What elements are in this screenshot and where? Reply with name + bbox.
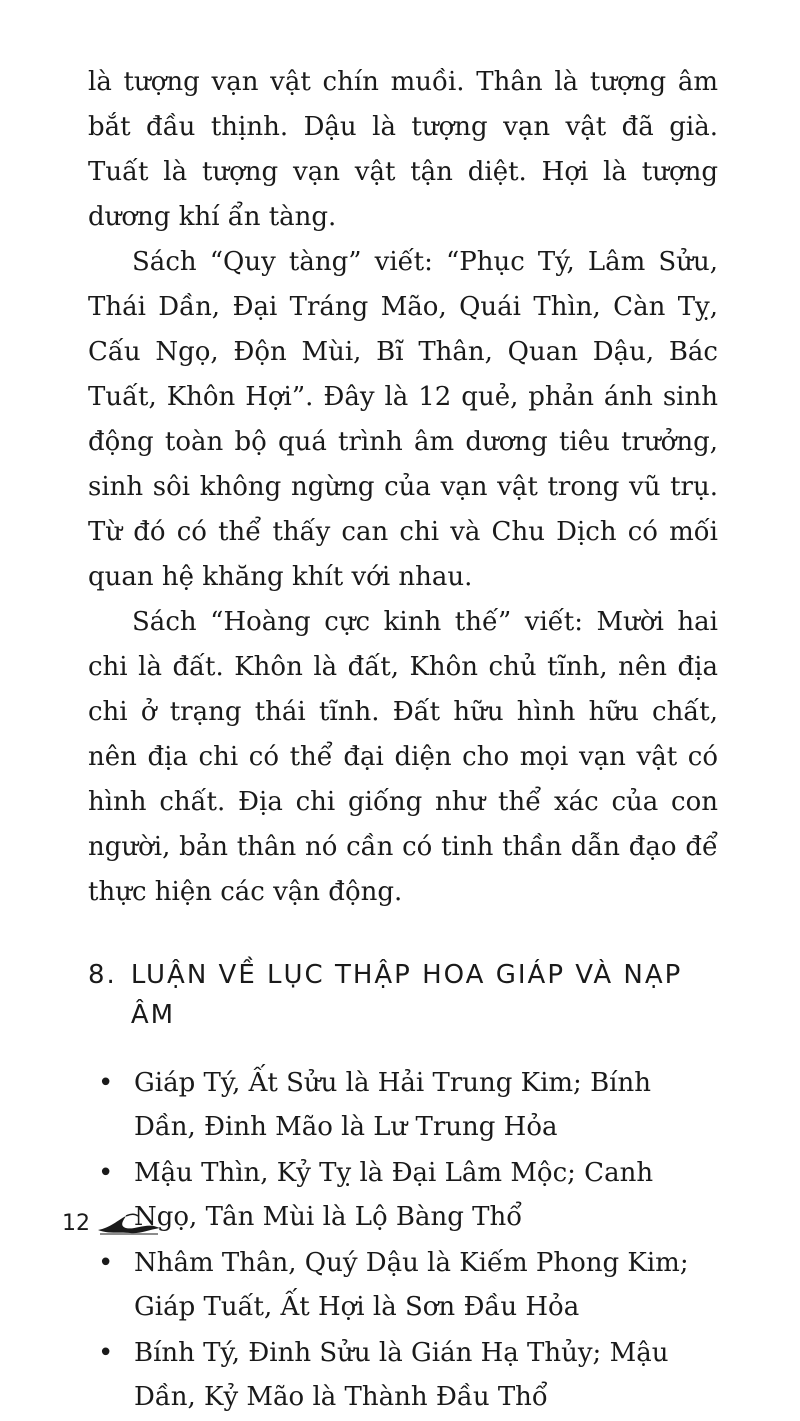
list-item [88,1151,718,1239]
list-item-text: Giáp Tý, Ất Sửu là Hải Trung Kim; Bính Dần, Đinh Mão là Lư Trung Hỏa [134,1068,651,1142]
page-content [88,60,718,1421]
section-heading [88,955,718,1035]
bullet-icon: • [98,1338,114,1368]
list-item [88,1331,718,1419]
section-number: 8. [88,960,117,990]
page-number: 12 [62,1210,90,1236]
bullet-list [88,1061,718,1419]
list-item-text: Nhâm Thân, Quý Dậu là Kiếm Phong Kim; Giáp Tuất, Ất Hợi là Sơn Đầu Hỏa [134,1248,689,1322]
bird-ornament-icon [96,1210,162,1236]
list-item-text: Mậu Thìn, Kỷ Tỵ là Đại Lâm Mộc; Canh Ngọ, Tân Mùi là Lộ Bàng Thổ [134,1158,654,1232]
bullet-icon: • [98,1158,114,1188]
paragraph-1: là tượng vạn vật chín muồi. Thân là tượng âm bắt đầu thịnh. Dậu là tượng vạn vật đã già. Tuất là tượng vạn vật tận diệt. Hợi là tượng dương khí ẩn tàng. [88,67,718,232]
list-item-text: Bính Tý, Đinh Sửu là Gián Hạ Thủy; Mậu Dần, Kỷ Mão là Thành Đầu Thổ [134,1338,669,1412]
page-footer [62,1210,162,1236]
section-title: LUẬN VỀ LỤC THẬP HOA GIÁP VÀ NẠP ÂM [130,960,683,1030]
list-item [88,1061,718,1149]
paragraph-2: Sách “Quy tàng” viết: “Phục Tý, Lâm Sửu, Thái Dần, Đại Tráng Mão, Quái Thìn, Càn Tỵ, Cấu Ngọ, Độn Mùi, Bĩ Thân, Quan Dậu, Bác Tuất, Khôn Hợi”. Đây là 12 quẻ, phản ánh sinh động toàn bộ quá trình âm dương tiêu trưởng, sinh sôi không ngừng của vạn vật trong vũ trụ. Từ đó có thể thấy can chi và Chu Dịch có mối quan hệ khăng khít với nhau. [88,247,718,592]
bullet-icon: • [98,1068,114,1098]
bullet-icon: • [98,1248,114,1278]
list-item [88,1241,718,1329]
paragraph-3: Sách “Hoàng cực kinh thế” viết: Mười hai chi là đất. Khôn là đất, Khôn chủ tĩnh, nên địa chi ở trạng thái tĩnh. Đất hữu hình hữu chất, nên địa chi có thể đại diện cho mọi vạn vật có hình chất. Địa chi giống như thể xác của con người, bản thân nó cần có tinh thần dẫn đạo để thực hiện các vận động. [88,607,718,907]
